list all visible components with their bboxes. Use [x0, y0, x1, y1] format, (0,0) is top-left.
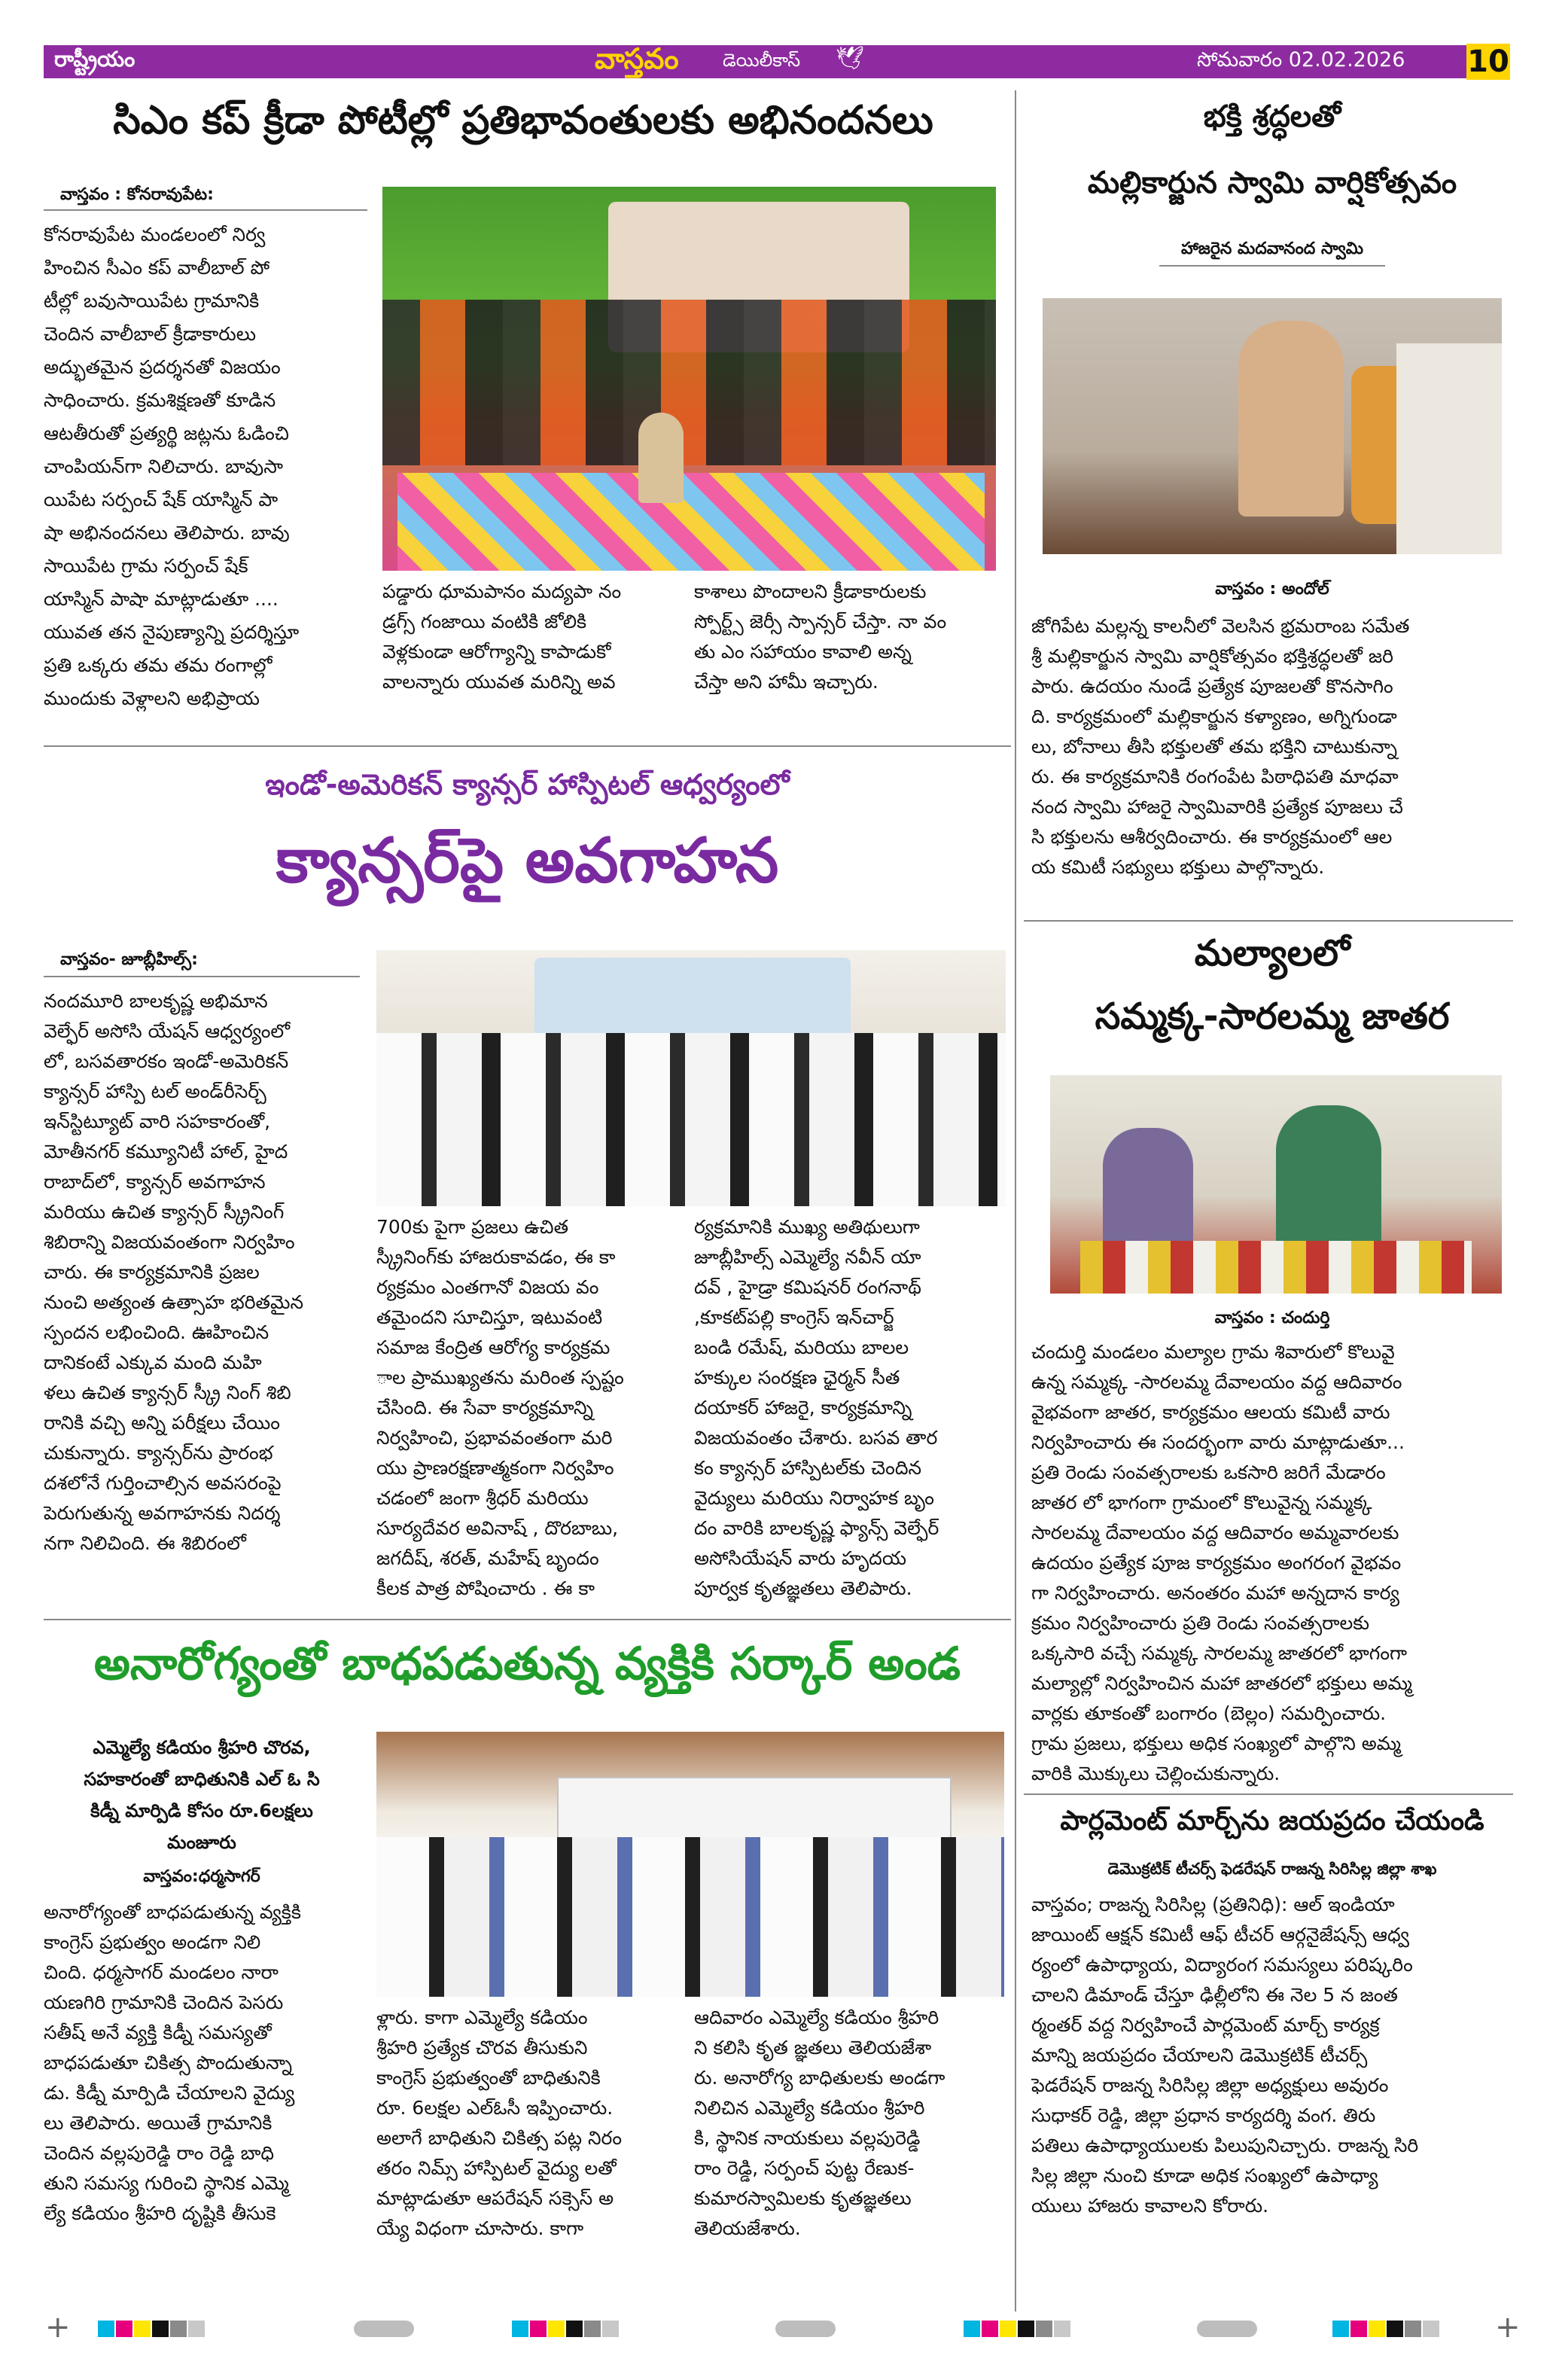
gray-pill-mark — [775, 2321, 836, 2337]
color-swatch — [170, 2321, 187, 2337]
story3-headline: క్యాన్సర్‌పై అవగాహన — [276, 825, 779, 897]
page-number: 10 — [1467, 44, 1509, 79]
story5-subhead: ఎమ్మెల్యే కడియం శ్రీహరి చొరవ, సహకారంతో బాధితునికి ఎల్ ఓ సి కిడ్నీ మార్పిడి కోసం రూ.6లక్షలు మంజూరు — [84, 1737, 320, 1853]
story4-top-rule — [1024, 920, 1513, 922]
story2-caption: హాజరైన మదవానంద స్వామి — [1181, 239, 1363, 258]
story2-photo — [1043, 298, 1502, 554]
color-swatch — [188, 2321, 205, 2337]
story5-top-rule — [44, 1619, 1011, 1620]
issue-date: సోమవారం 02.02.2026 — [1197, 48, 1405, 72]
color-swatch — [134, 2321, 151, 2337]
story5-column-1: అనారోగ్యంతో బాధపడుతున్న వ్యక్తికి కాంగ్రెస్ ప్రభుత్వం అండగా నిలి చింది. ధర్మసాగర్ మండలం నారా యణగిరి గ్రామానికి చెందిన పెసరు సతీష్ అనే వ్యక్తి కిడ్నీ సమస్యతో బాధపడుతూ చికిత్స పొందుతున్నా డు. కిడ్నీ మార్పిడి చేయాలని వైద్యు లు తెలిపారు. అయితే గ్రామానికి చెందిన వల్లపురెడ్డి రాం రెడ్డి బాధి తుని సమస్య గురించి స్థానిక ఎమ్మె ల్యే కడియం శ్రీహరి దృష్టికి తీసుకె — [44, 1901, 301, 2224]
story5-headline: అనారోగ్యంతో బాధపడుతున్న వ్యక్తికి సర్కార్ అండ — [93, 1638, 961, 1690]
masthead-tagline: డెయిలీకాస్ — [723, 50, 801, 71]
photo-table — [397, 473, 985, 571]
story6-headline: పార్లమెంట్ మార్చ్‌ను జయప్రదం చేయండి — [1060, 1806, 1484, 1836]
color-swatch — [1423, 2321, 1439, 2337]
story1-column-3: కాశాలు పొందాలని క్రీడాకారులకు స్పోర్ట్స్ జెర్సీ స్పాన్సర్ చేస్తా. నా వం తు ఎం సహాయం కావాలి అన్న చేస్తా అని హామీ ఇచ్చారు. — [694, 581, 947, 693]
story4-headline-1: మల్యాలలో — [1194, 932, 1350, 974]
color-swatch — [1036, 2321, 1052, 2337]
color-swatch — [584, 2321, 601, 2337]
color-swatch — [1018, 2321, 1034, 2337]
photo-devotee — [1396, 343, 1502, 554]
story3-byline: వాస్తవం- జూబ్లీహిల్స్: — [60, 950, 198, 969]
color-swatch — [1054, 2321, 1070, 2337]
story2-caption-rule — [1159, 265, 1385, 267]
photo-people — [382, 300, 996, 465]
photo-priest — [1238, 321, 1344, 517]
story5-byline: వాస్తవం:ధర్మసాగర్ — [143, 1867, 260, 1886]
story4-body: చందుర్తి మండలం మల్యాల గ్రామ శివారులో కొలువై ఉన్న సమ్మక్క -సారలమ్మ దేవాలయం వద్ద ఆదివారం వైభవంగా జాతర, కార్యక్రమం ఆలయ కమిటీ వారు నిర్వహించారు ఈ సందర్భంగా వారు మాట్లాడుతూ... ప్రతి రెండు సంవత్సరాలకు ఒకసారి జరిగే మేడారం జాతర లో భాగంగా గ్రామంలో కొలువైన్న సమ్మక్క సారలమ్మ దేవాలయం వద్ద ఆదివారం అమ్మవారలకు ఉదయం ప్రత్యేక పూజ కార్యక్రమం అంగరంగ వైభవం గా నిర్వహించారు. అనంతరం మహా అన్నదాన కార్య క్రమం నిర్వహించారు ప్రతి రెండు సంవత్సరాలకు ఒక్కసారి వచ్చే సమ్మక్క సారలమ్మ జాతరలో భాగంగా మల్యాల్లో నిర్వహించిన మహా జాతరలో భక్తులు అమ్మ వార్లకు తూకంతో బంగారం (బెల్లం) సమర్పించారు. గ్రామ ప్రజలు, భక్తులు అధిక సంఖ్యలో పాల్గొని అమ్మ వారికి మొక్కులు చెల్లించుకున్నారు. — [1031, 1341, 1412, 1784]
color-swatch — [602, 2321, 619, 2337]
color-swatch — [1000, 2321, 1016, 2337]
color-swatch — [1350, 2321, 1367, 2337]
story6-body: వాస్తవం; రాజన్న సిరిసిల్ల (ప్రతినిధి): ఆల్ ఇండియా జాయింట్ ఆక్షన్ కమిటీ ఆఫ్ టీచర్ ఆర్గనైజేషన్స్ ఆధ్వ ర్యంలో ఉపాధ్యాయ, విద్యారంగ సమస్యలు పరిష్కరిం చాలని డిమాండ్ చేస్తూ ఢిల్లీలోని ఈ నెల 5 న జంత ర్మంతర్ వద్ద నిర్వహించే పార్లమెంట్ మార్చ్ కార్యక్ర మాన్ని జయప్రదం చేయాలని డెమొక్రటిక్ టీచర్స్ ఫెడరేషన్ రాజన్న సిరిసిల్ల జిల్లా అధ్యక్షులు అవురం సుధాకర్ రెడ్డి, జిల్లా ప్రధాన కార్యదర్శి వంగ. తిరు పతిలు ఉపాధ్యాయులకు పిలుపునిచ్చారు. రాజన్న సిరి సిల్ల జిల్లా నుంచి కూడా అధిక సంఖ్యలో ఉపాధ్యా యులు హాజరు కావాలని కోరారు. — [1031, 1894, 1419, 2217]
color-swatch — [566, 2321, 583, 2337]
trophy-icon — [638, 413, 684, 503]
story3-byline-rule — [44, 976, 360, 977]
dove-icon: 🕊 — [836, 45, 865, 72]
story2-headline-2: మల్లికార్జున స్వామి వార్షికోత్సవం — [1087, 166, 1457, 200]
story2-body: జోగిపేట మల్లన్న కాలనీలో వెలసిన భ్రమరాంబ సమేత శ్రీ మల్లికార్జున స్వామి వార్షికోత్సవం భక్తిశ్రద్ధలతో జరి పారు. ఉదయం నుండే ప్రత్యేక పూజలతో కొనసాగిం ది. కార్యక్రమంలో మల్లికార్జున కళ్యాణం, అగ్నిగుండా లు, బోనాలు తీసి భక్తులతో తమ భక్తిని చాటుకున్నా రు. ఈ కార్యక్రమానికి రంగంపేట పిఠాధిపతి మాధవా నంద స్వామి హాజరై స్వామివారికి ప్రత్యేక పూజలు చే సి భక్తులను ఆశీర్వదించారు. ఈ కార్యక్రమంలో ఆల య కమిటీ సభ్యులు భక్తులు పాల్గొన్నారు. — [1031, 615, 1410, 878]
column-divider — [1015, 90, 1016, 2311]
story1-byline: వాస్తవం : కోనరావుపేట: — [60, 185, 214, 204]
registration-mark-right: + — [1495, 2310, 1521, 2345]
section-label: రాష్ట్రీయం — [54, 47, 136, 72]
story6-subhead: డెమొక్రటిక్ టీచర్స్ ఫెడరేషన్ రాజన్న సిరిసిల్ల జిల్లా శాఖ — [1107, 1860, 1437, 1878]
story4-headline-2: సమ్మక్క-సారలమ్మ జాతర — [1095, 995, 1450, 1038]
story5-photo — [376, 1732, 1004, 1997]
color-swatch — [530, 2321, 547, 2337]
story2-headline-1: భక్తి శ్రద్ధలతో — [1203, 99, 1341, 134]
registration-mark-left: + — [45, 2310, 71, 2345]
story1-headline: సిఎం కప్ క్రీడా పోటీల్లో ప్రతిభావంతులకు అభినందనలు — [113, 98, 933, 143]
gray-pill-mark — [354, 2321, 414, 2337]
photo-people — [376, 1837, 1004, 1997]
story4-photo — [1050, 1075, 1502, 1294]
story1-photo — [382, 187, 996, 571]
photo-people — [376, 1033, 1006, 1206]
story3-top-rule — [44, 745, 1011, 747]
story3-column-1: నందమూరి బాలకృష్ణ అభిమాన వెల్ఫేర్ అసోసి యేషన్ ఆధ్వర్యంలో లో, బసవతారకం ఇండో-అమెరికన్ క్యాన్సర్ హాస్పి టల్ అండ్‌రీసెర్చ్ ఇన్‌స్టిట్యూట్ వారి సహకారంతో, మోతీనగర్ కమ్యూనిటీ హాల్, హైద రాబాద్‌లో, క్యాన్సర్ అవగాహన మరియు ఉచిత క్యాన్సర్ స్క్రీనింగ్ శిబిరాన్ని విజయవంతంగా నిర్వహిం చారు. ఈ కార్యక్రమానికి ప్రజల నుంచి అత్యంత ఉత్సాహ భరితమైన స్పందన లభించింది. ఊహించిన దానికంటే ఎక్కువ మంది మహి ళలు ఉచిత క్యాన్సర్ స్క్రీ నింగ్ శిబి రానికి వచ్చి అన్ని పరీక్షలు చేయిం చుకున్నారు. క్యాన్సర్‌ను ప్రారంభ దశలోనే గుర్తించాల్సిన అవసరంపై పెరుగుతున్న అవగాహనకు నిదర్శ నగా నిలిచింది. ఈ శిబిరంలో — [44, 990, 303, 1554]
masthead: వాస్తవం — [595, 42, 679, 75]
color-swatch — [1405, 2321, 1421, 2337]
color-swatch — [512, 2321, 528, 2337]
story2-byline: వాస్తవం : అందోల్ — [1215, 580, 1329, 599]
color-swatch — [548, 2321, 565, 2337]
story4-byline: వాస్తవం : చందుర్తి — [1214, 1309, 1330, 1327]
story3-column-2: 700కు పైగా ప్రజలు ఉచిత స్క్రీనింగ్‌కు హాజరుకావడం, ఈ కా ర్యక్రమం ఎంతగానో విజయ వం తమైందని సూచిస్తూ, ఇటువంటి సమాజ కేంద్రిత ఆరోగ్య కార్యక్రమ ాల ప్రాముఖ్యతను మరింత స్పష్టం చేసింది. ఈ సేవా కార్యక్రమాన్ని నిర్వహించి, ప్రభావవంతంగా మరి యు ప్రాణరక్షణాత్మకంగా నిర్వహిం చడంలో జంగా శ్రీధర్ మరియు సూర్యదేవర అవినాష్ , దొరబాబు, జగదీష్, శరత్, మహేష్ బృందం కీలక పాత్ర పోషించారు . ఈ కా — [376, 1216, 624, 1599]
story1-column-1: కోనరావుపేట మండలంలో నిర్వ హించిన సీఎం కప్ వాలీబాల్ పో టీల్లో బవుసాయిపేట గ్రామానికి చెందిన వాలీబాల్ క్రీడాకారులు అద్భుతమైన ప్రదర్శనతో విజయం సాధించారు. క్రమశిక్షణతో కూడిన ఆటతీరుతో ప్రత్యర్థి జట్లను ఓడించి చాంపియన్‌గా నిలిచారు. బావుసా యిపేట సర్పంచ్ షేక్ యాస్మిన్ పా షా అభినందనలు తెలిపారు. బావు సాయిపేట గ్రామ సర్పంచ్ షేక్ యాస్మిన్ పాషా మాట్లాడుతూ .... యువత తన నైపుణ్యాన్ని ప్రదర్శిస్తూ ప్రతి ఒక్కరు తమ తమ రంగాల్లో ముందుకు వెళ్లాలని అభిప్రాయ — [44, 224, 300, 709]
story1-byline-rule — [44, 209, 367, 211]
gray-pill-mark — [1197, 2321, 1257, 2337]
photo-offerings — [1080, 1241, 1472, 1294]
color-swatch — [98, 2321, 114, 2337]
color-swatch — [1369, 2321, 1385, 2337]
color-swatch — [964, 2321, 980, 2337]
color-swatch — [116, 2321, 132, 2337]
color-swatch — [982, 2321, 998, 2337]
color-swatch — [152, 2321, 169, 2337]
story3-photo — [376, 950, 1006, 1206]
story6-top-rule — [1024, 1793, 1513, 1795]
story1-column-2: పడ్డారు ధూమపానం మద్యపా నం డ్రగ్స్ గంజాయి వంటికి జోలికి వెళ్లకుండా ఆరోగ్యాన్ని కాపాడుకో వాలన్నారు యువత మరిన్ని అవ — [382, 581, 622, 693]
story5-column-3: ఆదివారం ఎమ్మెల్యే కడియం శ్రీహరి ని కలిసి కృత జ్ఞతలు తెలియజేశా రు. అనారోగ్య బాధితులకు అండగా నిలిచిన ఎమ్మెల్యే కడియం శ్రీహరి కి, స్థానిక నాయకులు వల్లపురెడ్డి రాం రెడ్డి, సర్పంచ్ పుట్ట రేణుక- కుమారస్వామిలకు కృతజ్ఞతలు తెలియజేశారు. — [694, 2007, 945, 2239]
color-swatch — [1387, 2321, 1403, 2337]
color-swatch — [1332, 2321, 1349, 2337]
story3-kicker: ఇండో-అమెరికన్ క్యాన్సర్ హాస్పిటల్ ఆధ్వర్యంలో — [265, 768, 790, 801]
story3-column-3: ర్యక్రమానికి ముఖ్య అతిథులుగా జూబ్లీహిల్స్ ఎమ్మెల్యే నవీన్ యా దవ్ , హైడ్రా కమిషనర్ రంగనాథ్ ,కూకట్‌పల్లి కాంగ్రెస్ ఇన్‌చార్జ్ బండి రమేష్, మరియు బాలల హక్కుల సంరక్షణ ఛైర్మన్ సీత దయాకర్ హాజరై, కార్యక్రమాన్ని విజయవంతం చేశారు. బసవ తార కం క్యాన్సర్ హాస్పిటల్‌కు చెందిన వైద్యులు మరియు నిర్వాహక బృం దం వారికి బాలకృష్ణ ఫ్యాన్స్ వెల్ఫేర్ అసోసియేషన్ వారు హృదయ పూర్వక కృతజ్ఞతలు తెలిపారు. — [694, 1216, 939, 1599]
story5-column-2: ళ్లారు. కాగా ఎమ్మెల్యే కడియం శ్రీహరి ప్రత్యేక చొరవ తీసుకుని కాంగ్రెస్ ప్రభుత్వంతో బాధితునికి రూ. 6లక్షల ఎల్ఓసీ ఇప్పించారు. అలాగే బాధితుని చికిత్స పట్ల నిరం తరం నిమ్స్ హాస్పిటల్ వైద్యు లతో మాట్లాడుతూ ఆపరేషన్ సక్సెస్ అ య్యే విధంగా చూసారు. కాగా — [376, 2007, 623, 2239]
color-bars — [0, 2318, 1556, 2340]
